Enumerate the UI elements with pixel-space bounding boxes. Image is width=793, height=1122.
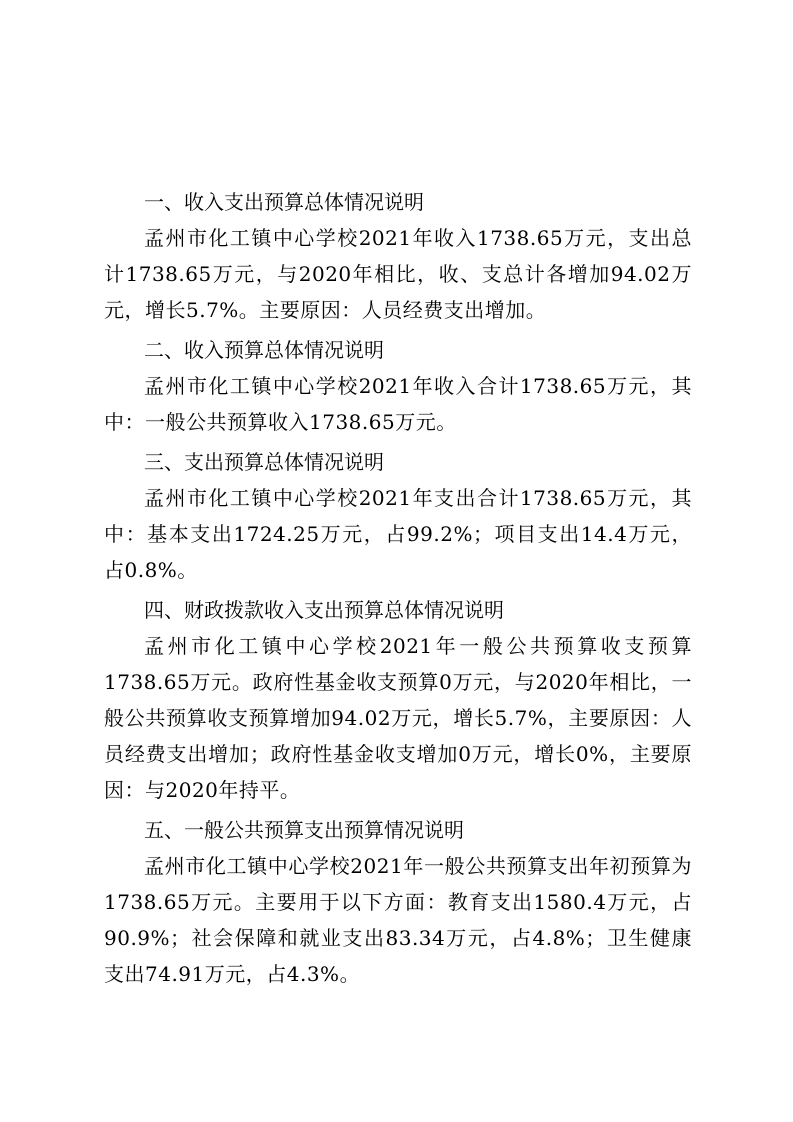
section-heading: 一、收入支出预算总体情况说明 — [144, 190, 424, 214]
section-general-public-budget-expenditure — [104, 812, 692, 992]
section-heading: 三、支出预算总体情况说明 — [144, 450, 384, 474]
section-heading: 四、财政拨款收入支出预算总体情况说明 — [144, 598, 504, 622]
section-income-expenditure-overview — [104, 184, 692, 328]
section-paragraph: 孟州市化工镇中心学校2021年收入1738.65万元，支出总计1738.65万元，与2020年相比，收、支总计各增加94.02万元，增长5.7%。主要原因：人员经费支出增加。 — [104, 226, 692, 322]
section-expenditure-overview — [104, 444, 692, 588]
section-paragraph: 孟州市化工镇中心学校2021年收入合计1738.65万元，其中：一般公共预算收入1738.65万元。 — [104, 374, 692, 434]
section-paragraph: 孟州市化工镇中心学校2021年一般公共预算收支预算1738.65万元。政府性基金收支预算0万元，与2020年相比，一般公共预算收支预算增加94.02万元，增长5.7%，主要原因：人员经费支出增加；政府性基金收支增加0万元，增长0%，主要原因：与2020年持平。 — [104, 634, 692, 802]
section-income-overview — [104, 332, 692, 440]
document-page — [104, 184, 692, 996]
section-heading: 二、收入预算总体情况说明 — [144, 338, 384, 362]
section-fiscal-appropriation-overview — [104, 592, 692, 808]
section-paragraph: 孟州市化工镇中心学校2021年支出合计1738.65万元，其中：基本支出1724.25万元，占99.2%；项目支出14.4万元，占0.8%。 — [104, 486, 692, 582]
section-heading: 五、一般公共预算支出预算情况说明 — [144, 818, 464, 842]
section-paragraph: 孟州市化工镇中心学校2021年一般公共预算支出年初预算为1738.65万元。主要用于以下方面：教育支出1580.4万元，占90.9%；社会保障和就业支出83.34万元，占4.8%；卫生健康支出74.91万元，占4.3%。 — [104, 854, 692, 986]
